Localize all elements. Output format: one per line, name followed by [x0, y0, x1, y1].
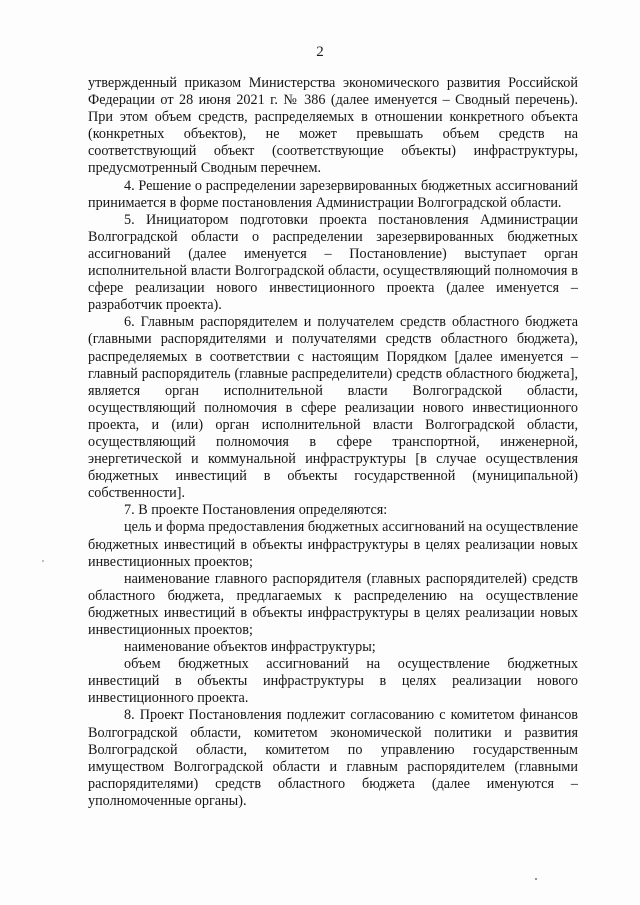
paragraph-item-8: 8. Проект Постановления подлежит согласованию с комитетом финансов Волгоградской области, комитетом экономической политики и развития Волгоградской области, комитетом по управлению государственным имуществом Волгоградской области и главным распорядителем (главными распорядителями) средств областного бюджета (далее именуются – уполномоченные органы). — [88, 707, 578, 809]
scan-speck — [42, 560, 44, 562]
paragraph-item-4: 4. Решение о распределении зарезервированных бюджетных ассигнований принимается в форме постановления Администрации Волгоградской области. — [88, 177, 578, 211]
paragraph-item-5: 5. Инициатором подготовки проекта постановления Администрации Волгоградской области о распределении зарезервированных бюджетных ассигнований (далее именуется – Постановление) выступает орган исполнительной власти Волгоградской области, осуществляющий полномочия в сфере реализации нового инвестиционного проекта (далее именуется – разработчик проекта). — [88, 211, 578, 314]
paragraph-item-7-objects: наименование объектов инфраструктуры; — [124, 639, 376, 656]
paragraph-item-6: 6. Главным распорядителем и получателем средств областного бюджета (главными распорядителями и получателями средств областного бюджета), распределяемых в соответствии с настоящим Порядком [далее именуется – главный распорядитель (главные распределители) средств областного бюджета], является орган исполнительной власти Волгоградской области, осуществляющий полномочия в сфере реализации нового инвестиционного проекта, и (или) орган исполнительной власти Волгоградской области, осуществляющий полномочия в сфере транспортной, инженерной, энергетической и коммунальной инфраструктуры [в случае осуществления бюджетных инвестиций в объекты государственной (муниципальной) собственности]. — [88, 314, 578, 502]
paragraph-item-7-goal: цель и форма предоставления бюджетных ассигнований на осуществление бюджетных инвестиций в объекты инфраструктуры в целях реализации новых инвестиционных проектов; — [88, 519, 578, 570]
paragraph-item-7: 7. В проекте Постановления определяются: — [124, 502, 388, 519]
page-number: 2 — [316, 44, 324, 60]
paragraph-item-7-volume: объем бюджетных ассигнований на осуществление бюджетных инвестиций в объекты инфраструктуры в целях реализации нового инвестиционного проекта. — [88, 656, 578, 707]
document-body — [88, 75, 578, 810]
paragraph-item-7-distributor: наименование главного распорядителя (главных распорядителей) средств областного бюджета, предлагаемых к распределению на осуществление бюджетных инвестиций в объекты инфраструктуры в целях реализации новых инвестиционных проектов; — [88, 570, 578, 638]
scan-speck — [535, 878, 537, 880]
paragraph-continuation: утвержденный приказом Министерства экономического развития Российской Федерации от 28 июня 2021 г. № 386 (далее именуется – Сводный перечень). При этом объем средств, распределяемых в отношении конкретного объекта (конкретных объектов), не может превышать объем средств на соответствующий объект (соответствующие объекты) инфраструктуры, предусмотренный Сводным перечнем. — [88, 75, 578, 177]
